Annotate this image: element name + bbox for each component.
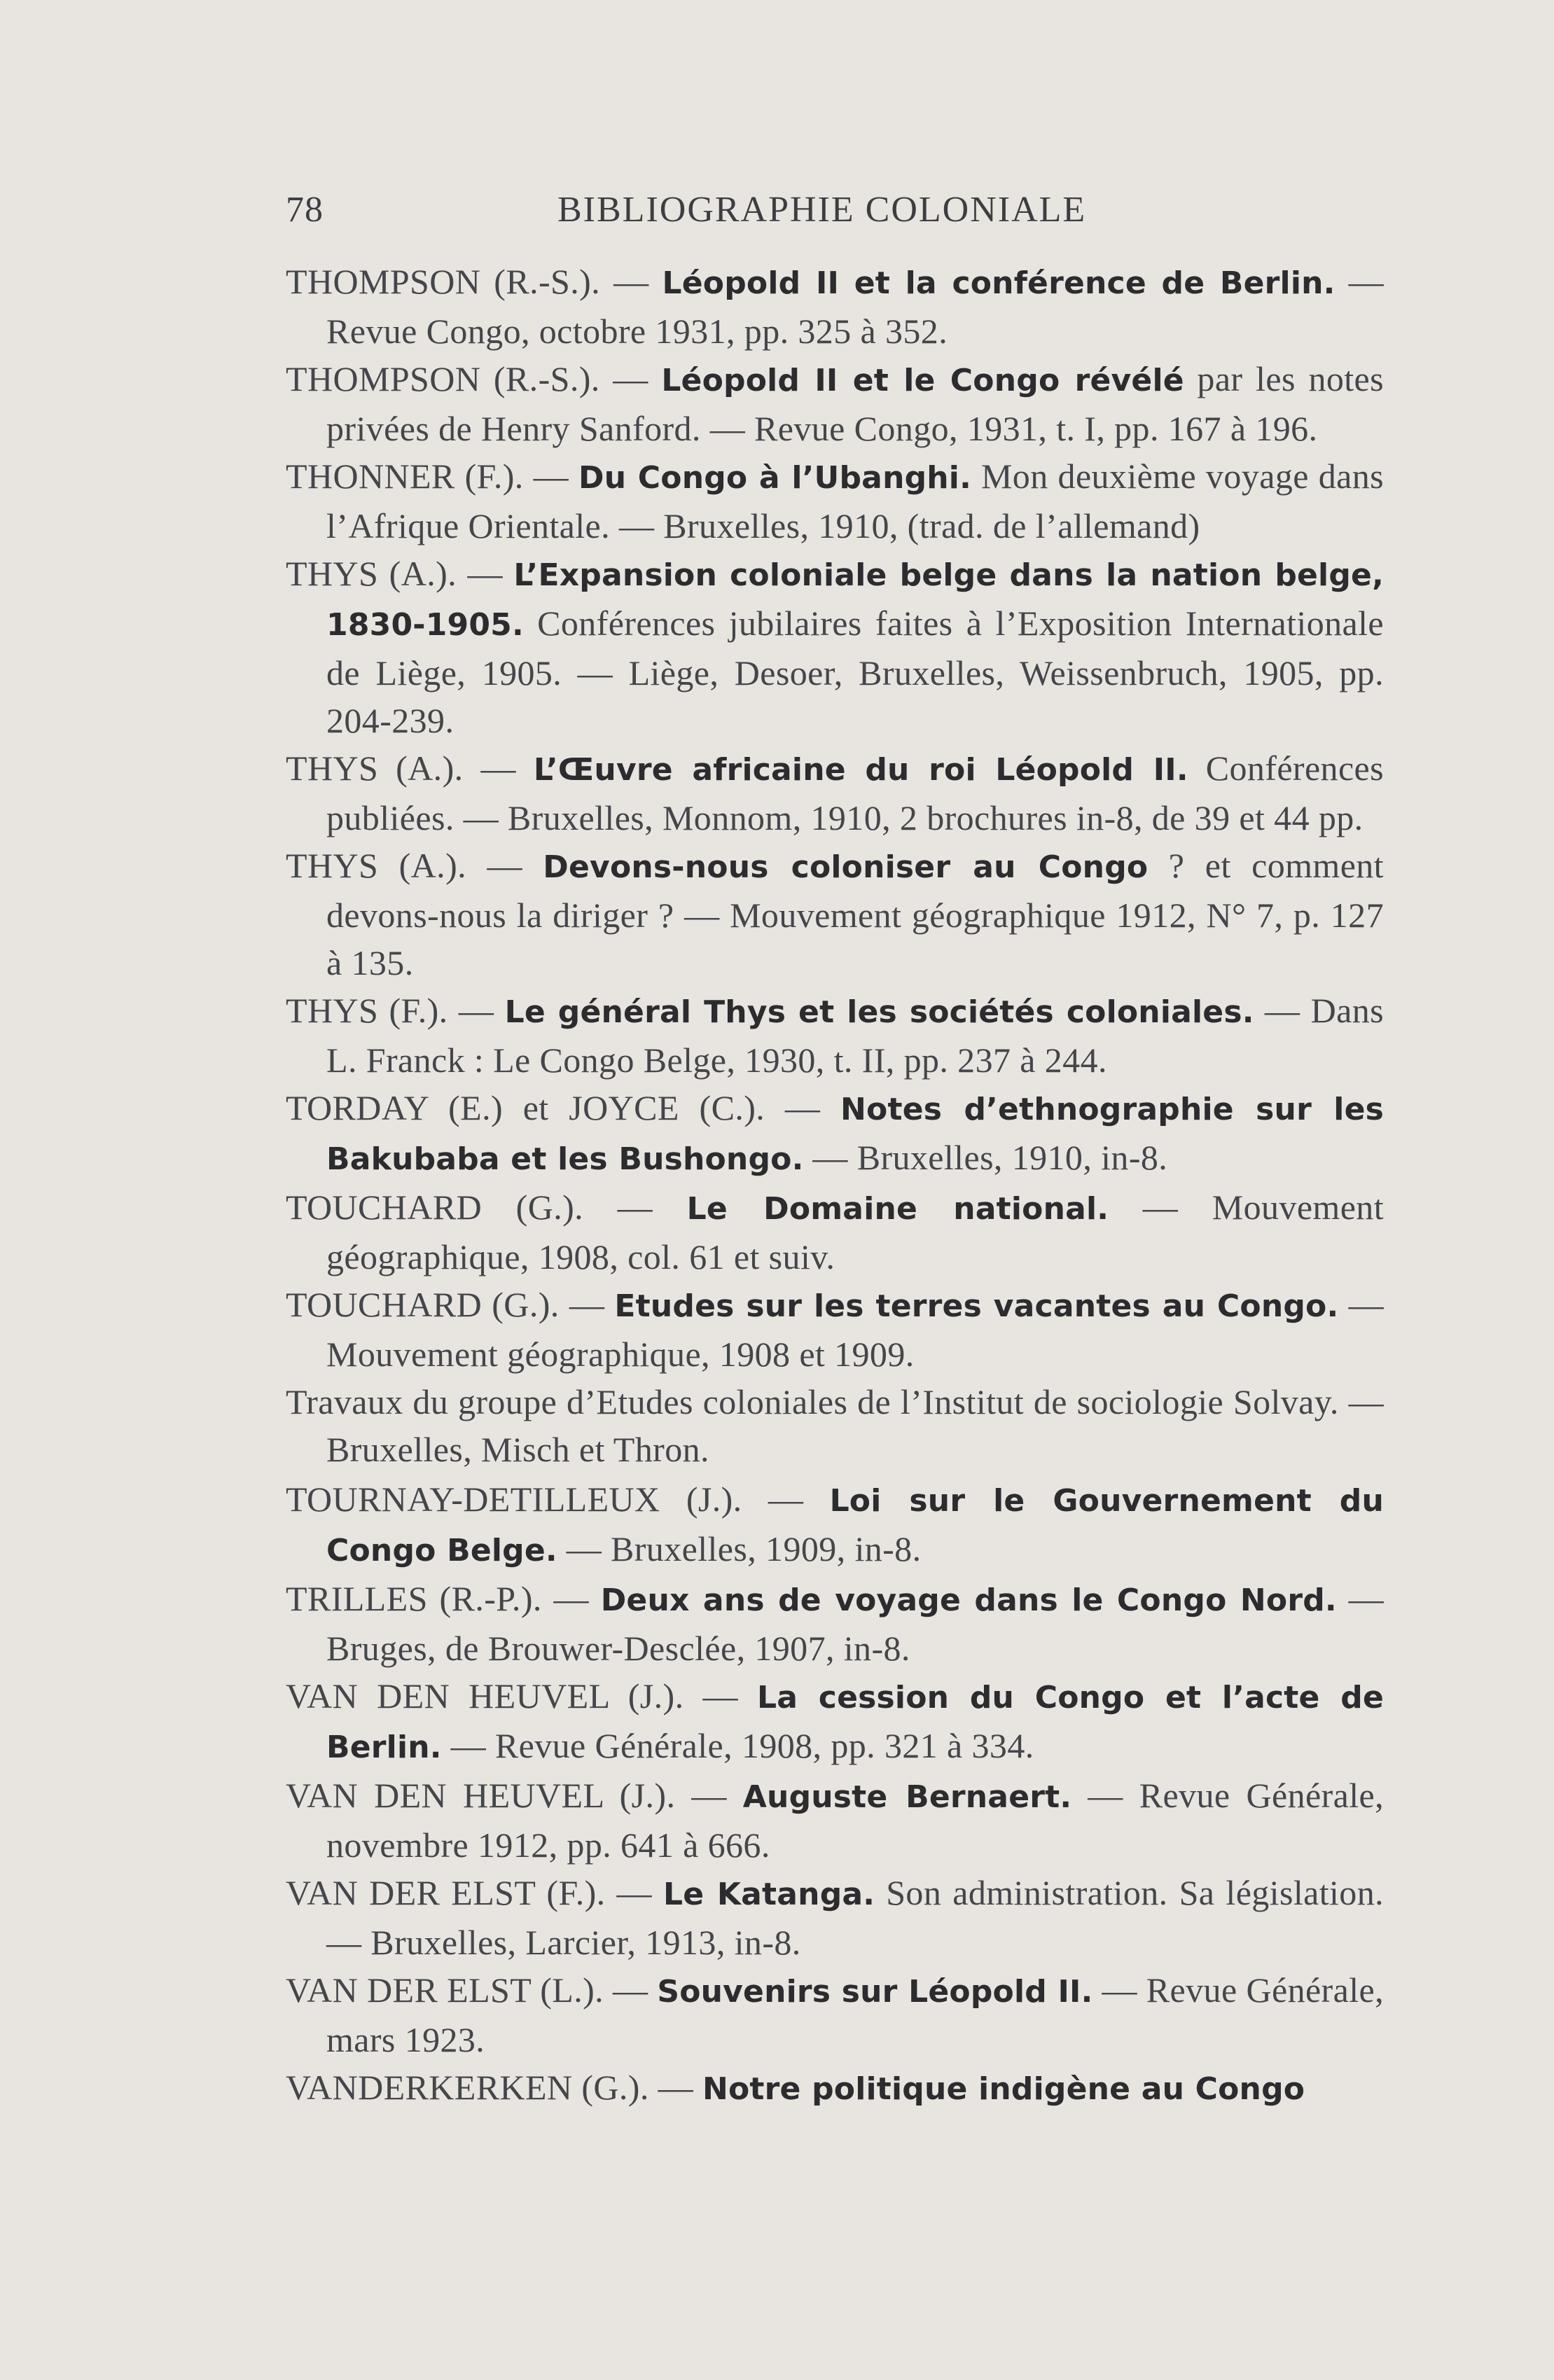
- entry-title: Le général Thys et les sociétés coloniales.: [504, 994, 1254, 1030]
- entry-author: VAN DER ELST (F.). —: [286, 1873, 663, 1912]
- bibliography-entry: [286, 842, 1384, 987]
- entry-title: Notes d’ethnographie sur les Bakubaba et les Bushongo.: [326, 1092, 1384, 1177]
- bibliography-entry: [286, 1672, 1384, 1772]
- entry-title: Le Domaine national.: [686, 1191, 1109, 1227]
- entry-title: L’Expansion coloniale belge dans la nation belge, 1830-1905.: [326, 557, 1384, 643]
- entry-title: Du Congo à l’Ubanghi.: [578, 460, 972, 496]
- entry-details: — Revue Générale, 1908, pp. 321 à 334.: [441, 1726, 1034, 1765]
- bibliography-entry: [286, 1183, 1384, 1281]
- entry-details: — Bruxelles, 1910, in-8.: [803, 1138, 1168, 1177]
- entry-author: VAN DER ELST (L.). —: [286, 1970, 658, 2010]
- page-number: 78: [286, 190, 324, 230]
- entry-details: — Revue Congo, octobre 1931, pp. 325 à 352.: [326, 262, 1384, 351]
- entry-author: VAN DEN HEUVEL (J.). —: [286, 1676, 757, 1716]
- entry-details: — Revue Générale, mars 1923.: [326, 1970, 1384, 2059]
- entry-details: Conférences publiées. — Bruxelles, Monnom, 1910, 2 brochures in-8, de 39 et 44 pp.: [326, 749, 1384, 837]
- entry-details: Mon deuxième voyage dans l’Afrique Orientale. — Bruxelles, 1910, (trad. de l’allemand): [326, 457, 1385, 545]
- entry-title: L’Œuvre africaine du roi Léopold II.: [533, 752, 1188, 788]
- entry-title: Auguste Bernaert.: [742, 1779, 1072, 1815]
- entry-author: THYS (A.). —: [286, 846, 543, 885]
- entry-author: VANDERKERKEN (G.). —: [286, 2068, 702, 2107]
- entry-author: TOUCHARD (G.). —: [286, 1285, 615, 1324]
- bibliography-entry: [286, 355, 1384, 452]
- bibliography-entry: [286, 1281, 1384, 1378]
- bibliography-entry: [286, 1084, 1384, 1183]
- entry-title: Souvenirs sur Léopold II.: [657, 1974, 1093, 2010]
- running-title: BIBLIOGRAPHIE COLONIALE: [557, 190, 1087, 230]
- entry-author: THOMPSON (R.-S.). —: [286, 359, 662, 398]
- bibliography-entry: [286, 1772, 1384, 1869]
- entry-title: Léopold II et le Congo révélé: [661, 363, 1184, 398]
- entry-author: THONNER (F.). —: [286, 457, 578, 496]
- bibliography-entry: [286, 550, 1384, 744]
- entry-author: THOMPSON (R.-S.). —: [286, 262, 662, 301]
- entry-details: — Bruges, de Brouwer-Desclée, 1907, in-8.: [326, 1579, 1384, 1668]
- entry-title: Devons-nous coloniser au Congo: [543, 849, 1149, 885]
- entry-author: VAN DEN HEUVEL (J.). —: [286, 1776, 743, 1815]
- bibliography-entry: [286, 258, 1384, 355]
- entry-details: — Bruxelles, 1909, in-8.: [557, 1529, 922, 1568]
- bibliography-list: [286, 258, 1384, 2113]
- entry-details: — Mouvement géographique, 1908 et 1909.: [326, 1285, 1384, 1374]
- entry-details: — Revue Générale, novembre 1912, pp. 641 à 666.: [326, 1776, 1384, 1865]
- bibliography-entry: [286, 1475, 1384, 1575]
- bibliography-entry: [286, 2064, 1384, 2113]
- entry-title: Notre politique indigène au Congo: [702, 2071, 1305, 2107]
- entry-details: ? et comment devons-nous la diriger ? — Mouvement géographique 1912, N° 7, p. 127 à 135.: [326, 846, 1384, 982]
- bibliography-entry: [286, 452, 1384, 550]
- entry-details: — Mouvement géographique, 1908, col. 61 et suiv.: [326, 1188, 1384, 1276]
- entry-author: TOUCHARD (G.). —: [286, 1188, 687, 1227]
- entry-title: Loi sur le Gouvernement du Congo Belge.: [326, 1483, 1384, 1568]
- entry-author: TOURNAY-DETILLEUX (J.). —: [286, 1480, 830, 1519]
- bibliography-entry: [286, 1378, 1384, 1475]
- bibliography-entry: [286, 987, 1384, 1084]
- bibliography-entry: [286, 1966, 1384, 2064]
- entry-author: THYS (F.). —: [286, 991, 505, 1030]
- running-header: [286, 189, 1384, 231]
- entry-title: La cession du Congo et l’acte de Berlin.: [326, 1680, 1384, 1765]
- bibliography-entry: [286, 744, 1384, 842]
- entry-details: Conférences jubilaires faites à l’Exposition Internationale de Liège, 1905. — Liège, Desoer, Bruxelles, Weissenbruch, 1905, pp. 204-239.: [326, 604, 1384, 740]
- entry-author: Travaux du groupe d’Etudes coloniales de l’Institut de sociologie Solvay. — Bruxelles, Misch et Thron.: [286, 1382, 1384, 1469]
- entry-title: Le Katanga.: [662, 1877, 875, 1912]
- bibliography-entry: [286, 1575, 1384, 1672]
- bibliography-entry: [286, 1869, 1384, 1966]
- entry-title: Etudes sur les terres vacantes au Congo.: [614, 1288, 1339, 1324]
- entry-details: par les notes privées de Henry Sanford. — Revue Congo, 1931, t. I, pp. 167 à 196.: [326, 359, 1384, 448]
- entry-details: — Dans L. Franck : Le Congo Belge, 1930, t. II, pp. 237 à 244.: [326, 991, 1384, 1080]
- entry-details: Son administration. Sa législation. — Bruxelles, Larcier, 1913, in-8.: [326, 1873, 1385, 1962]
- entry-author: TORDAY (E.) et JOYCE (C.). —: [286, 1088, 841, 1127]
- entry-title: Léopold II et la conférence de Berlin.: [662, 265, 1336, 301]
- entry-title: Deux ans de voyage dans le Congo Nord.: [600, 1582, 1337, 1618]
- entry-author: THYS (A.). —: [286, 554, 514, 593]
- entry-author: THYS (A.). —: [286, 749, 534, 788]
- entry-author: TRILLES (R.-P.). —: [286, 1579, 601, 1618]
